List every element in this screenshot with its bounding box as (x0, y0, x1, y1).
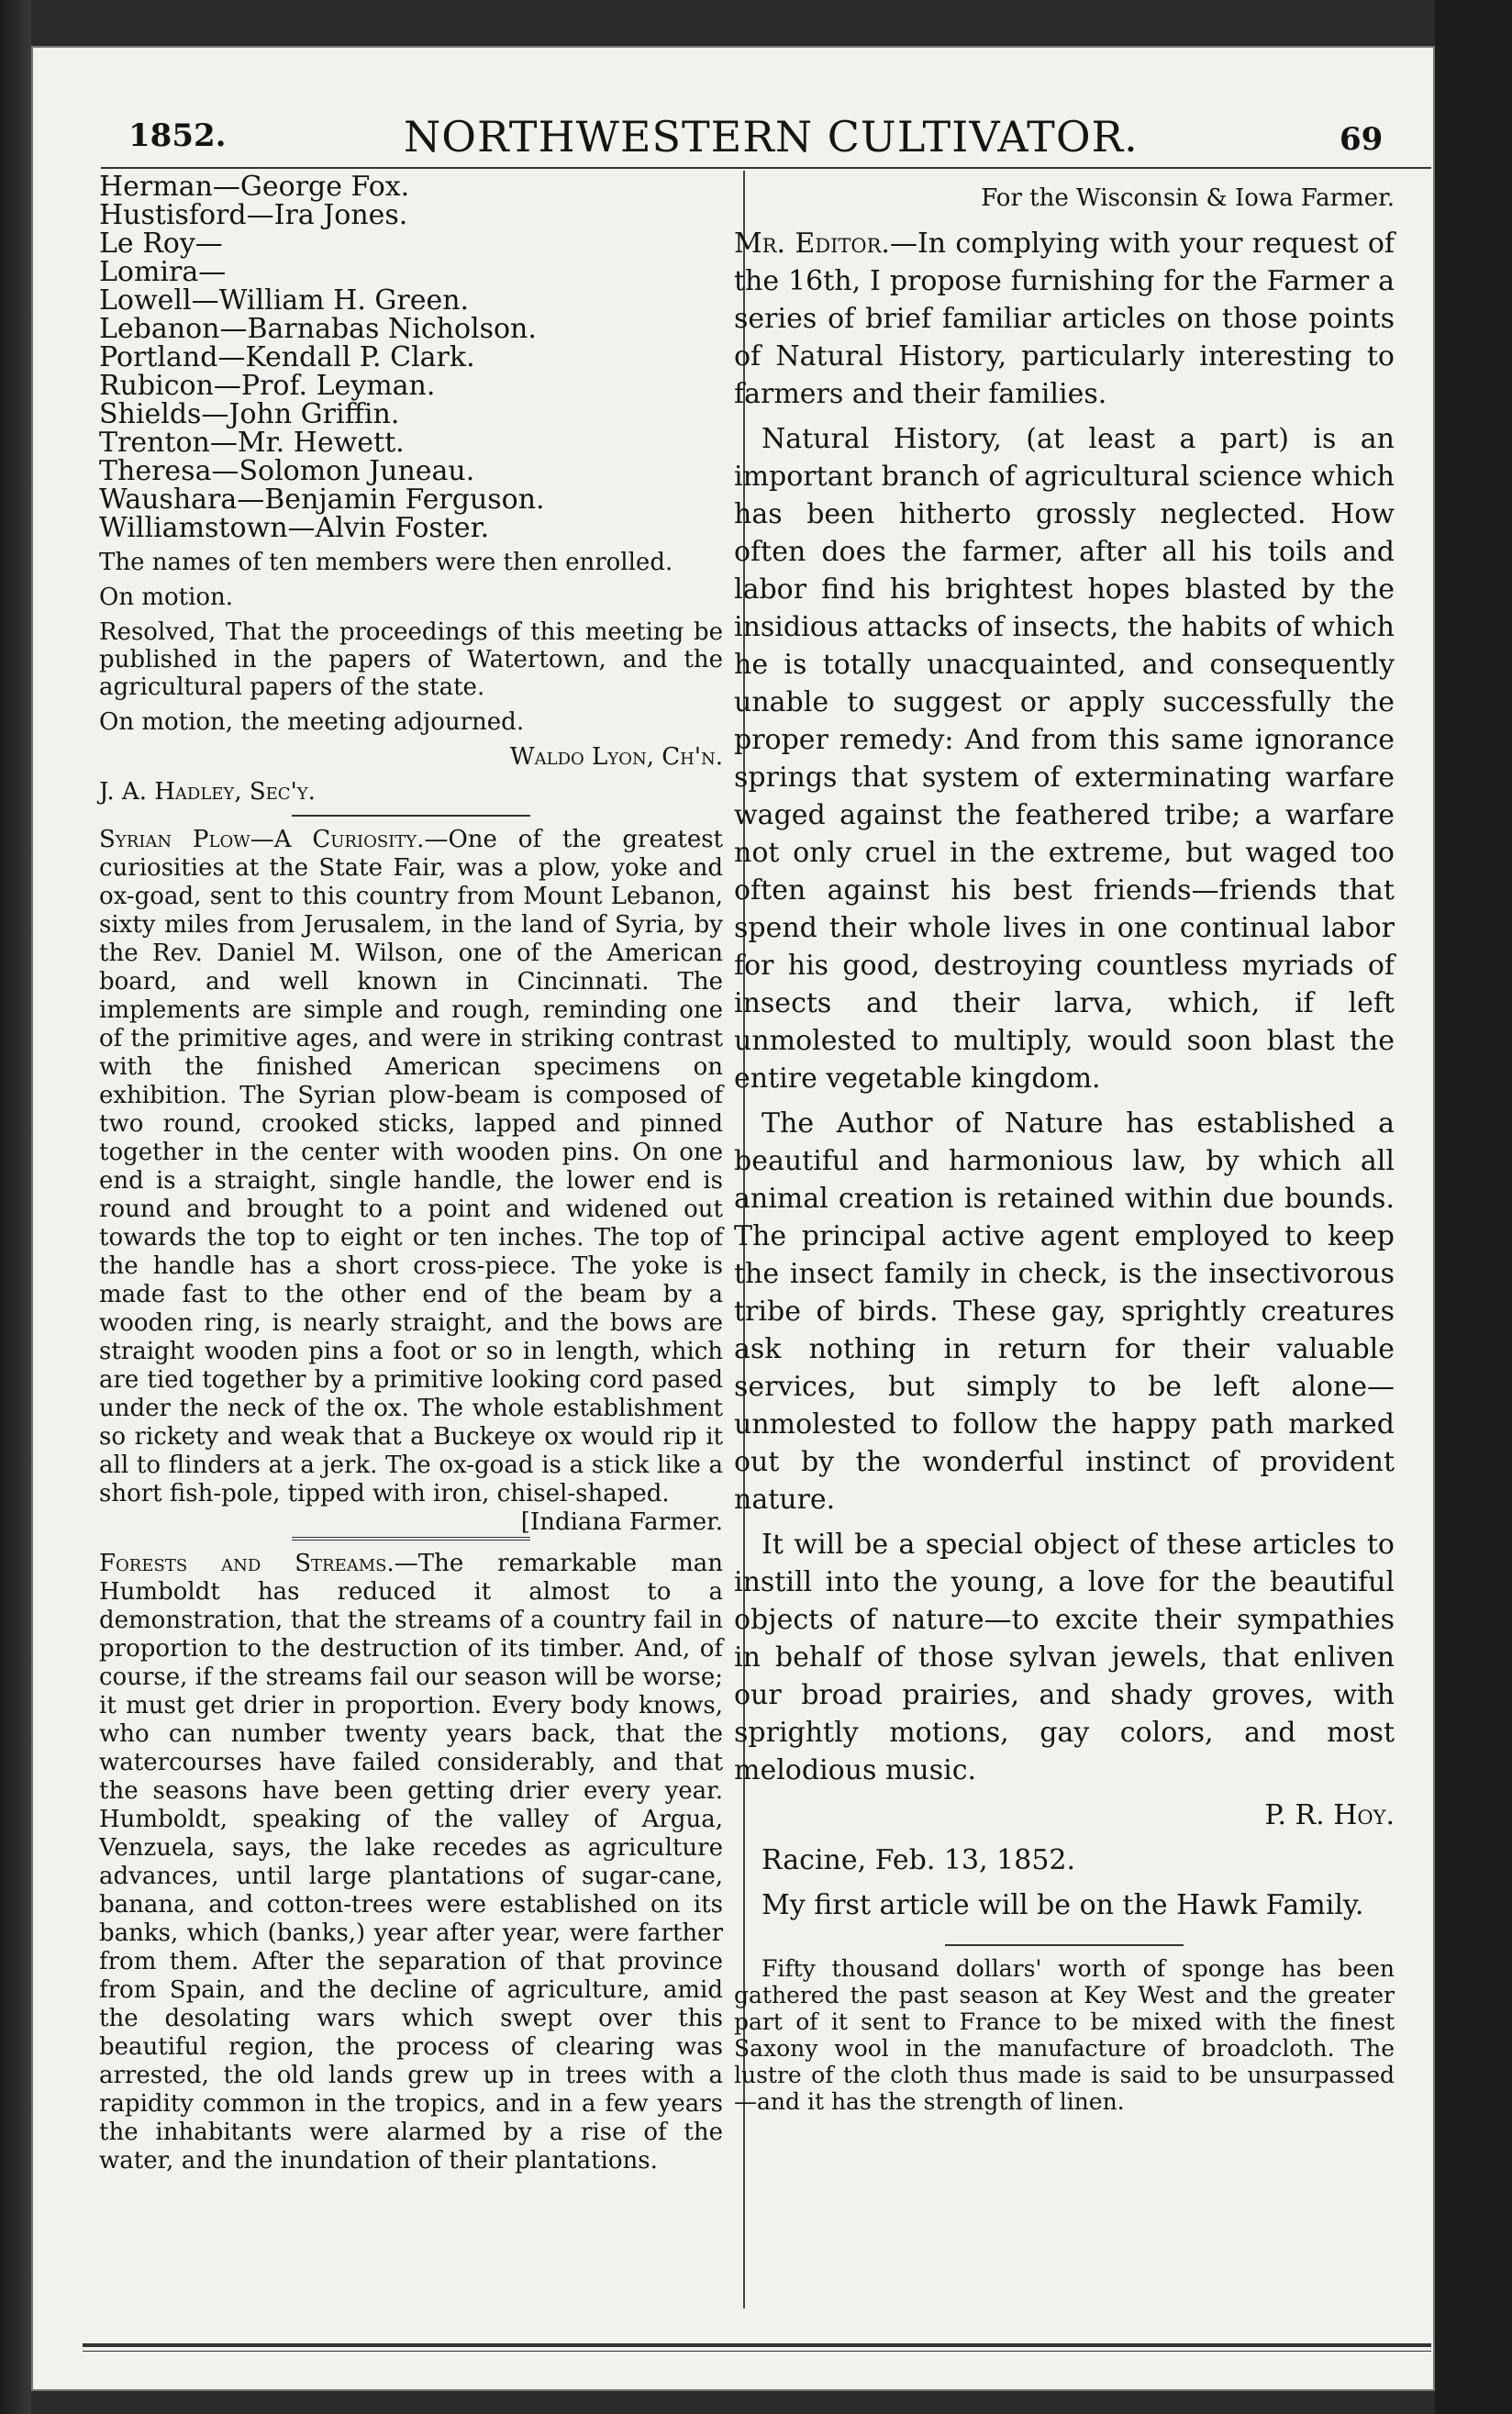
member-item: Hustisford—Ira Jones. (99, 199, 408, 231)
member-list (99, 171, 723, 544)
member-item: Theresa—Solomon Juneau. (99, 455, 475, 487)
syrian-plow-article (99, 826, 724, 1536)
page-header (128, 112, 1450, 172)
member-item: Rubicon—Prof. Leyman. (99, 370, 436, 402)
forests-body: The remarkable man Humboldt has reduced it almost to a demonstration, that the streams of a country fail in proportion to the destruction of its timber. And, of course, if the streams fail our season will be worse; it must get drier in proportion. Every body knows, who can number twenty years back, that the watercourses have failed considerably, and that the seasons have been getting drier every year. Humboldt, speaking of the valley of Argua, Venzuela, says, the lake recedes as agriculture advances, until large plantations of sugar-cane, banana, and cotton-trees were established on its banks, which (banks,) year after year, were farther from them. After the separation of that province from Spain, and the decline of agriculture, amid the desolating wars which swept over this beautiful region, the process of clearing was arrested, the old lands grew up in trees with a rapidity common in the tropics, and in a few years the inhabitants were alarmed by a rise of the water, and the inundation of their plantations. (99, 1550, 723, 2175)
member-item: Lomira— (99, 256, 227, 288)
forests-title: Forests and Streams.— (99, 1550, 418, 1577)
left-column (99, 171, 724, 2183)
member-item: Williamstown—Alvin Foster. (99, 512, 490, 544)
sponge-item: Fifty thousand dollars' worth of sponge has been gathered the past season at Key West and the greater part of it sent to France to be mixed with the finest Saxony wool in the manufacture of broadcloth. The lustre of the cloth thus made is said to be unsurpassed—and it has the strength of linen. (734, 1955, 1395, 2115)
author-signature: P. R. Hoy. (1264, 1799, 1395, 1831)
header-year: 1852. (128, 117, 227, 154)
forests-article (99, 1550, 723, 2175)
letter-paragraph-2: Natural History, (at least a part) is an important branch of agricultural science which has been hitherto grossly neglected. How often does the farmer, after all his toils and labor find his brightest hopes blasted by the insidious attacks of insects, the habits of which he is totally unacquainted, and consequently unable to suggest or apply successfully the proper remedy: And from this same ignorance springs that system of exterminating warfare waged against the feathered tribe; a warfare not only cruel in the extreme, but waged too often against his best friends—friends that spend their whole lives in one continual labor for his good, destroying countless myriads of insects and their larva, which, if left unmolested to multiply, would soon blast the entire vegetable kingdom. (734, 423, 1395, 1095)
section-rule (292, 815, 530, 817)
header-rule (101, 167, 1431, 169)
dateline: Racine, Feb. 13, 1852. (762, 1844, 1076, 1876)
syrian-plow-source: [Indiana Farmer. (520, 1508, 723, 1536)
enrolled-note: The names of ten members were then enrolled. (99, 549, 673, 576)
salutation: Mr. Editor.— (734, 228, 917, 260)
footer-rule (83, 2343, 1431, 2347)
scan-border (1435, 0, 1512, 2414)
article-byline: For the Wisconsin & Iowa Farmer. (981, 184, 1395, 212)
motion-line: On motion. (99, 584, 234, 611)
member-item: Le Roy— (99, 228, 223, 260)
letter-paragraph-1 (734, 225, 1395, 413)
page-number: 69 (1340, 121, 1384, 158)
member-item: Herman—George Fox. (99, 171, 410, 203)
member-item: Portland—Kendall P. Clark. (99, 341, 475, 373)
member-item: Shields—John Griffin. (99, 398, 400, 430)
letter-paragraph-3: The Author of Nature has established a beautiful and harmonious law, by which all animal creation is retained within due bounds. The principal active agent employed to keep the insect family in check, is the insectivorous tribe of birds. These gay, sprightly creatures ask nothing in return for their valuable services, but simply to be left alone—unmolested to follow the happy path marked out by the wonderful instinct of provident nature. (734, 1107, 1395, 1516)
page-edge-shadow (0, 0, 31, 2414)
syrian-plow-title: Syrian Plow—A Curiosity.— (99, 826, 449, 853)
syrian-plow-body: One of the greatest curiosities at the State Fair, was a plow, yoke and ox-goad, sent to this country from Mount Lebanon, sixty miles from Jerusalem, in the land of Syria, by the Rev. Daniel M. Wilson, one of the American board, and well known in Cincinnati. The implements are simple and rough, reminding one of the primitive ages, and were in striking contrast with the finished American specimens on exhibition. The Syrian plow-beam is composed of two round, crooked sticks, lapped and pinned together in the center with wooden pins. On one end is a straight, single handle, the lower end is round and brought to a point and widened out towards the top to eight or ten inches. The top of the handle has a short cross-piece. The yoke is made fast to the other end of the beam by a wooden ring, is nearly straight, and the bows are straight wooden pins a foot or so in length, which are tied together by a primitive looking cord pased under the neck of the ox. The whole establishment so rickety and weak that a Buckeye ox would rip it all to flinders at a jerk. The ox-goad is a stick like a short fish-pole, tipped with iron, chisel-shaped. (99, 826, 724, 1507)
chairman-signature: Waldo Lyon, Ch'n. (509, 743, 723, 771)
member-item: Lowell—William H. Green. (99, 284, 470, 317)
letter-text: In complying with your request of the 16th, I propose furnishing for the Farmer a series of brief familiar articles on those points of Natural History, particularly interesting to farmers and their families. (734, 228, 1395, 410)
member-item: Trenton—Mr. Hewett. (99, 427, 405, 459)
member-item: Lebanon—Barnabas Nicholson. (99, 313, 537, 345)
secretary-signature: J. A. Hadley, Sec'y. (99, 778, 316, 806)
closing-note: My first article will be on the Hawk Family. (762, 1889, 1364, 1921)
member-item: Waushara—Benjamin Ferguson. (99, 484, 545, 516)
masthead-title: NORTHWESTERN CULTIVATOR. (404, 112, 1139, 161)
section-rule (945, 1944, 1184, 1946)
footer-rule-thin (83, 2351, 1431, 2352)
resolution-text: Resolved, That the proceedings of this meeting be published in the papers of Watertown, and the agricultural papers of the state. (99, 618, 723, 701)
letter-paragraph-4: It will be a special object of these articles to instill into the young, a love for the beautiful objects of nature—to excite their sympathies in behalf of those sylvan jewels, that enliven our broad prairies, and shady groves, with sprightly motions, gay colors, and most melodious music. (734, 1529, 1395, 1786)
section-rule (292, 1537, 530, 1541)
right-column (734, 180, 1395, 2122)
adjourned-line: On motion, the meeting adjourned. (99, 708, 525, 736)
